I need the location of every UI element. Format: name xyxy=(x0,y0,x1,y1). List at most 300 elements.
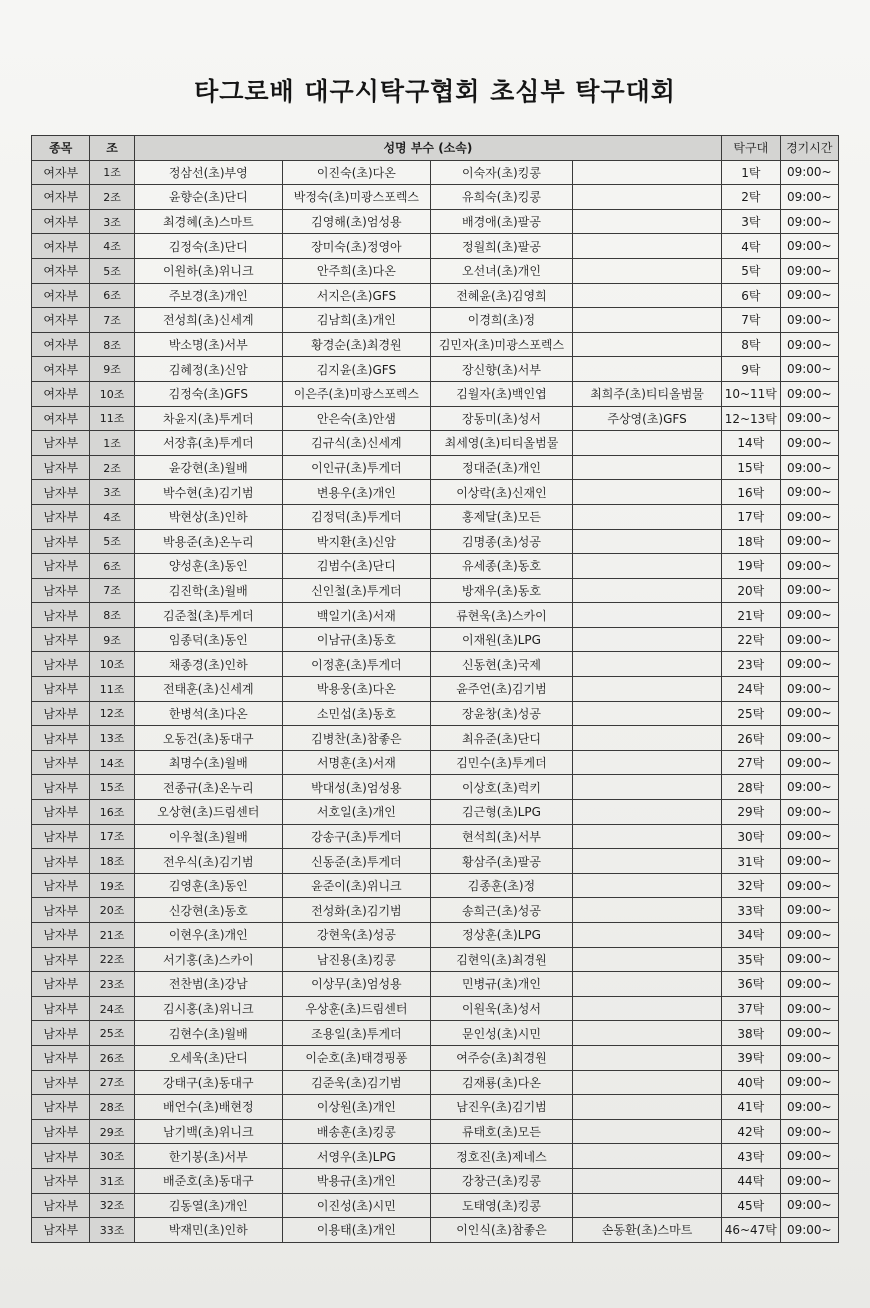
player-4-cell xyxy=(572,357,721,382)
group-cell: 4조 xyxy=(90,234,134,259)
table-row xyxy=(32,726,839,751)
header-table: 탁구대 xyxy=(722,136,780,161)
group-cell: 11조 xyxy=(90,677,134,702)
table-row xyxy=(32,529,839,554)
table-number-cell: 22탁 xyxy=(722,627,780,652)
group-cell: 19조 xyxy=(90,873,134,898)
player-3-cell: 이인식(초)참좋은 xyxy=(430,1218,572,1243)
player-1-cell: 박소명(초)서부 xyxy=(134,332,282,357)
player-3-cell: 류태호(초)모든 xyxy=(430,1119,572,1144)
player-2-cell: 신인철(초)투게더 xyxy=(282,578,430,603)
category-cell: 남자부 xyxy=(32,1218,90,1243)
player-1-cell: 이원하(초)위니크 xyxy=(134,258,282,283)
category-cell: 남자부 xyxy=(32,1095,90,1120)
table-number-cell: 10~11탁 xyxy=(722,381,780,406)
player-2-cell: 변용우(초)개인 xyxy=(282,480,430,505)
table-row xyxy=(32,406,839,431)
player-3-cell: 유세종(초)동호 xyxy=(430,554,572,579)
player-3-cell: 문인성(초)시민 xyxy=(430,1021,572,1046)
group-cell: 2조 xyxy=(90,455,134,480)
player-2-cell: 이상무(초)엄성용 xyxy=(282,972,430,997)
group-cell: 3조 xyxy=(90,209,134,234)
match-time-cell: 09:00~ xyxy=(780,455,838,480)
category-cell: 남자부 xyxy=(32,455,90,480)
table-number-cell: 9탁 xyxy=(722,357,780,382)
category-cell: 남자부 xyxy=(32,677,90,702)
table-number-cell: 19탁 xyxy=(722,554,780,579)
match-time-cell: 09:00~ xyxy=(780,849,838,874)
table-row xyxy=(32,603,839,628)
player-4-cell xyxy=(572,996,721,1021)
table-number-cell: 21탁 xyxy=(722,603,780,628)
player-2-cell: 박용웅(초)다온 xyxy=(282,677,430,702)
player-4-cell xyxy=(572,1045,721,1070)
table-number-cell: 29탁 xyxy=(722,800,780,825)
table-number-cell: 15탁 xyxy=(722,455,780,480)
player-4-cell xyxy=(572,972,721,997)
category-cell: 여자부 xyxy=(32,185,90,210)
player-3-cell: 강창근(초)킹콩 xyxy=(430,1168,572,1193)
player-4-cell xyxy=(572,923,721,948)
table-row xyxy=(32,996,839,1021)
category-cell: 남자부 xyxy=(32,898,90,923)
group-cell: 8조 xyxy=(90,332,134,357)
category-cell: 남자부 xyxy=(32,1168,90,1193)
match-time-cell: 09:00~ xyxy=(780,480,838,505)
player-4-cell xyxy=(572,1193,721,1218)
table-number-cell: 26탁 xyxy=(722,726,780,751)
table-row xyxy=(32,898,839,923)
player-3-cell: 이숙자(초)킹콩 xyxy=(430,160,572,185)
table-row xyxy=(32,750,839,775)
player-3-cell: 오선녀(초)개인 xyxy=(430,258,572,283)
category-cell: 남자부 xyxy=(32,529,90,554)
group-cell: 24조 xyxy=(90,996,134,1021)
player-2-cell: 우상훈(초)드림센터 xyxy=(282,996,430,1021)
match-time-cell: 09:00~ xyxy=(780,554,838,579)
player-4-cell xyxy=(572,1095,721,1120)
group-cell: 23조 xyxy=(90,972,134,997)
match-time-cell: 09:00~ xyxy=(780,308,838,333)
player-3-cell: 장동미(초)성서 xyxy=(430,406,572,431)
player-2-cell: 서명훈(초)서재 xyxy=(282,750,430,775)
player-4-cell xyxy=(572,332,721,357)
group-cell: 6조 xyxy=(90,554,134,579)
group-cell: 1조 xyxy=(90,431,134,456)
group-cell: 29조 xyxy=(90,1119,134,1144)
player-1-cell: 박현상(초)인하 xyxy=(134,504,282,529)
match-time-cell: 09:00~ xyxy=(780,824,838,849)
player-2-cell: 김범수(초)단디 xyxy=(282,554,430,579)
category-cell: 남자부 xyxy=(32,578,90,603)
group-cell: 12조 xyxy=(90,701,134,726)
player-3-cell: 정대준(초)개인 xyxy=(430,455,572,480)
player-3-cell: 홍제달(초)모든 xyxy=(430,504,572,529)
player-4-cell xyxy=(572,726,721,751)
player-2-cell: 박용규(초)개인 xyxy=(282,1168,430,1193)
player-4-cell xyxy=(572,504,721,529)
group-cell: 8조 xyxy=(90,603,134,628)
player-1-cell: 전찬범(초)강남 xyxy=(134,972,282,997)
player-3-cell: 장신향(초)서부 xyxy=(430,357,572,382)
player-2-cell: 이진숙(초)다온 xyxy=(282,160,430,185)
player-1-cell: 최경혜(초)스마트 xyxy=(134,209,282,234)
group-cell: 10조 xyxy=(90,381,134,406)
group-cell: 1조 xyxy=(90,160,134,185)
table-number-cell: 24탁 xyxy=(722,677,780,702)
player-1-cell: 전종규(초)온누리 xyxy=(134,775,282,800)
table-number-cell: 43탁 xyxy=(722,1144,780,1169)
match-time-cell: 09:00~ xyxy=(780,1218,838,1243)
player-4-cell xyxy=(572,1144,721,1169)
table-number-cell: 39탁 xyxy=(722,1045,780,1070)
category-cell: 여자부 xyxy=(32,406,90,431)
player-3-cell: 김민자(초)미광스포렉스 xyxy=(430,332,572,357)
player-4-cell xyxy=(572,1070,721,1095)
table-row xyxy=(32,185,839,210)
match-time-cell: 09:00~ xyxy=(780,431,838,456)
table-row xyxy=(32,258,839,283)
player-2-cell: 서영우(초)LPG xyxy=(282,1144,430,1169)
match-time-cell: 09:00~ xyxy=(780,996,838,1021)
player-2-cell: 김남희(초)개인 xyxy=(282,308,430,333)
table-row xyxy=(32,627,839,652)
category-cell: 남자부 xyxy=(32,1144,90,1169)
player-3-cell: 도태영(초)킹콩 xyxy=(430,1193,572,1218)
match-time-cell: 09:00~ xyxy=(780,185,838,210)
table-number-cell: 35탁 xyxy=(722,947,780,972)
player-3-cell: 전혜윤(초)김영희 xyxy=(430,283,572,308)
category-cell: 남자부 xyxy=(32,652,90,677)
category-cell: 남자부 xyxy=(32,1119,90,1144)
table-number-cell: 17탁 xyxy=(722,504,780,529)
player-1-cell: 오동건(초)동대구 xyxy=(134,726,282,751)
match-time-cell: 09:00~ xyxy=(780,1168,838,1193)
group-cell: 11조 xyxy=(90,406,134,431)
category-cell: 남자부 xyxy=(32,1193,90,1218)
player-2-cell: 김영해(초)엄성용 xyxy=(282,209,430,234)
player-1-cell: 배언수(초)배현정 xyxy=(134,1095,282,1120)
player-4-cell xyxy=(572,824,721,849)
player-1-cell: 주보경(초)개인 xyxy=(134,283,282,308)
category-cell: 여자부 xyxy=(32,357,90,382)
player-1-cell: 이현우(초)개인 xyxy=(134,923,282,948)
match-time-cell: 09:00~ xyxy=(780,1144,838,1169)
match-time-cell: 09:00~ xyxy=(780,603,838,628)
match-time-cell: 09:00~ xyxy=(780,578,838,603)
player-2-cell: 이용태(초)개인 xyxy=(282,1218,430,1243)
group-cell: 27조 xyxy=(90,1070,134,1095)
player-4-cell xyxy=(572,185,721,210)
category-cell: 여자부 xyxy=(32,209,90,234)
category-cell: 남자부 xyxy=(32,726,90,751)
table-number-cell: 23탁 xyxy=(722,652,780,677)
player-1-cell: 전우식(초)김기범 xyxy=(134,849,282,874)
group-cell: 21조 xyxy=(90,923,134,948)
player-3-cell: 신동현(초)국제 xyxy=(430,652,572,677)
table-row xyxy=(32,824,839,849)
table-row xyxy=(32,1070,839,1095)
match-time-cell: 09:00~ xyxy=(780,529,838,554)
player-1-cell: 김혜정(초)신암 xyxy=(134,357,282,382)
player-1-cell: 박재민(초)인하 xyxy=(134,1218,282,1243)
table-number-cell: 27탁 xyxy=(722,750,780,775)
player-2-cell: 전성화(초)김기범 xyxy=(282,898,430,923)
player-2-cell: 안은숙(초)안샘 xyxy=(282,406,430,431)
player-4-cell xyxy=(572,234,721,259)
player-4-cell xyxy=(572,603,721,628)
group-cell: 25조 xyxy=(90,1021,134,1046)
table-number-cell: 2탁 xyxy=(722,185,780,210)
category-cell: 남자부 xyxy=(32,800,90,825)
player-2-cell: 김준욱(초)김기범 xyxy=(282,1070,430,1095)
player-4-cell xyxy=(572,1119,721,1144)
category-cell: 남자부 xyxy=(32,1070,90,1095)
match-time-cell: 09:00~ xyxy=(780,1095,838,1120)
table-row xyxy=(32,947,839,972)
match-time-cell: 09:00~ xyxy=(780,258,838,283)
player-2-cell: 서지은(초)GFS xyxy=(282,283,430,308)
player-3-cell: 장윤창(초)성공 xyxy=(430,701,572,726)
player-4-cell xyxy=(572,701,721,726)
group-cell: 26조 xyxy=(90,1045,134,1070)
player-3-cell: 여주승(초)최경원 xyxy=(430,1045,572,1070)
category-cell: 남자부 xyxy=(32,603,90,628)
table-row xyxy=(32,578,839,603)
player-2-cell: 남진용(초)킹콩 xyxy=(282,947,430,972)
match-time-cell: 09:00~ xyxy=(780,972,838,997)
player-3-cell: 이상락(초)신재인 xyxy=(430,480,572,505)
player-2-cell: 배송훈(초)킹콩 xyxy=(282,1119,430,1144)
group-cell: 10조 xyxy=(90,652,134,677)
category-cell: 여자부 xyxy=(32,258,90,283)
table-row xyxy=(32,455,839,480)
category-cell: 남자부 xyxy=(32,627,90,652)
category-cell: 남자부 xyxy=(32,824,90,849)
player-4-cell xyxy=(572,677,721,702)
match-time-cell: 09:00~ xyxy=(780,1119,838,1144)
player-4-cell xyxy=(572,480,721,505)
group-cell: 31조 xyxy=(90,1168,134,1193)
player-2-cell: 윤준이(초)위니크 xyxy=(282,873,430,898)
group-cell: 20조 xyxy=(90,898,134,923)
table-row xyxy=(32,873,839,898)
player-3-cell: 송희근(초)성공 xyxy=(430,898,572,923)
player-4-cell xyxy=(572,209,721,234)
player-1-cell: 김현수(초)월배 xyxy=(134,1021,282,1046)
table-row xyxy=(32,554,839,579)
player-3-cell: 이재원(초)LPG xyxy=(430,627,572,652)
match-time-cell: 09:00~ xyxy=(780,160,838,185)
table-number-cell: 14탁 xyxy=(722,431,780,456)
player-2-cell: 강현욱(초)성공 xyxy=(282,923,430,948)
player-1-cell: 김준철(초)투게더 xyxy=(134,603,282,628)
category-cell: 남자부 xyxy=(32,1045,90,1070)
group-cell: 9조 xyxy=(90,627,134,652)
player-4-cell xyxy=(572,898,721,923)
table-row xyxy=(32,775,839,800)
group-cell: 7조 xyxy=(90,578,134,603)
table-number-cell: 12~13탁 xyxy=(722,406,780,431)
player-4-cell xyxy=(572,873,721,898)
player-1-cell: 전성희(초)신세계 xyxy=(134,308,282,333)
match-time-cell: 09:00~ xyxy=(780,898,838,923)
player-1-cell: 서장휴(초)투게더 xyxy=(134,431,282,456)
player-1-cell: 박용준(초)온누리 xyxy=(134,529,282,554)
category-cell: 남자부 xyxy=(32,947,90,972)
player-4-cell xyxy=(572,750,721,775)
match-time-cell: 09:00~ xyxy=(780,1045,838,1070)
bracket-table xyxy=(31,135,839,1243)
player-4-cell xyxy=(572,800,721,825)
player-2-cell: 백일기(초)서재 xyxy=(282,603,430,628)
group-cell: 15조 xyxy=(90,775,134,800)
match-time-cell: 09:00~ xyxy=(780,627,838,652)
table-row xyxy=(32,701,839,726)
match-time-cell: 09:00~ xyxy=(780,652,838,677)
category-cell: 여자부 xyxy=(32,283,90,308)
player-3-cell: 배경애(초)팔공 xyxy=(430,209,572,234)
table-number-cell: 31탁 xyxy=(722,849,780,874)
match-time-cell: 09:00~ xyxy=(780,1021,838,1046)
player-4-cell xyxy=(572,529,721,554)
player-1-cell: 윤강현(초)월배 xyxy=(134,455,282,480)
table-row xyxy=(32,234,839,259)
player-3-cell: 현석희(초)서부 xyxy=(430,824,572,849)
player-2-cell: 김규식(초)신세계 xyxy=(282,431,430,456)
category-cell: 여자부 xyxy=(32,308,90,333)
group-cell: 14조 xyxy=(90,750,134,775)
player-3-cell: 민병규(초)개인 xyxy=(430,972,572,997)
table-number-cell: 38탁 xyxy=(722,1021,780,1046)
player-1-cell: 김정숙(초)단디 xyxy=(134,234,282,259)
match-time-cell: 09:00~ xyxy=(780,677,838,702)
player-1-cell: 양성훈(초)동인 xyxy=(134,554,282,579)
player-3-cell: 류현욱(초)스카이 xyxy=(430,603,572,628)
group-cell: 22조 xyxy=(90,947,134,972)
group-cell: 13조 xyxy=(90,726,134,751)
table-number-cell: 46~47탁 xyxy=(722,1218,780,1243)
match-time-cell: 09:00~ xyxy=(780,504,838,529)
player-3-cell: 김민수(초)투게더 xyxy=(430,750,572,775)
table-row xyxy=(32,1218,839,1243)
player-2-cell: 박정숙(초)미광스포렉스 xyxy=(282,185,430,210)
match-time-cell: 09:00~ xyxy=(780,283,838,308)
match-time-cell: 09:00~ xyxy=(780,775,838,800)
table-number-cell: 28탁 xyxy=(722,775,780,800)
player-4-cell xyxy=(572,455,721,480)
match-time-cell: 09:00~ xyxy=(780,209,838,234)
player-1-cell: 채종경(초)인하 xyxy=(134,652,282,677)
player-4-cell xyxy=(572,308,721,333)
header-players: 성명 부수 (소속) xyxy=(134,136,721,161)
table-row xyxy=(32,209,839,234)
player-1-cell: 김시홍(초)위니크 xyxy=(134,996,282,1021)
match-time-cell: 09:00~ xyxy=(780,873,838,898)
match-time-cell: 09:00~ xyxy=(780,381,838,406)
match-time-cell: 09:00~ xyxy=(780,701,838,726)
table-row xyxy=(32,1168,839,1193)
table-row xyxy=(32,308,839,333)
player-3-cell: 정상훈(초)LPG xyxy=(430,923,572,948)
player-4-cell: 손동환(초)스마트 xyxy=(572,1218,721,1243)
match-time-cell: 09:00~ xyxy=(780,234,838,259)
player-4-cell xyxy=(572,627,721,652)
match-time-cell: 09:00~ xyxy=(780,357,838,382)
table-row xyxy=(32,677,839,702)
match-time-cell: 09:00~ xyxy=(780,947,838,972)
table-row xyxy=(32,332,839,357)
player-2-cell: 장미숙(초)정영아 xyxy=(282,234,430,259)
player-1-cell: 임종덕(초)동인 xyxy=(134,627,282,652)
player-3-cell: 황삼주(초)팔공 xyxy=(430,849,572,874)
category-cell: 여자부 xyxy=(32,332,90,357)
table-number-cell: 41탁 xyxy=(722,1095,780,1120)
table-number-cell: 32탁 xyxy=(722,873,780,898)
player-3-cell: 이상호(초)럭키 xyxy=(430,775,572,800)
player-1-cell: 정삼선(초)부영 xyxy=(134,160,282,185)
table-row xyxy=(32,923,839,948)
table-row xyxy=(32,1045,839,1070)
table-number-cell: 7탁 xyxy=(722,308,780,333)
group-cell: 7조 xyxy=(90,308,134,333)
player-3-cell: 방재우(초)동호 xyxy=(430,578,572,603)
player-2-cell: 소민섭(초)동호 xyxy=(282,701,430,726)
player-3-cell: 이원욱(초)성서 xyxy=(430,996,572,1021)
player-1-cell: 김영훈(초)동인 xyxy=(134,873,282,898)
player-4-cell xyxy=(572,554,721,579)
table-row xyxy=(32,652,839,677)
player-1-cell: 강태구(초)동대구 xyxy=(134,1070,282,1095)
table-row xyxy=(32,972,839,997)
table-number-cell: 30탁 xyxy=(722,824,780,849)
table-row xyxy=(32,480,839,505)
player-3-cell: 최유준(초)단디 xyxy=(430,726,572,751)
category-cell: 여자부 xyxy=(32,381,90,406)
player-2-cell: 이상원(초)개인 xyxy=(282,1095,430,1120)
table-number-cell: 36탁 xyxy=(722,972,780,997)
player-2-cell: 신동준(초)투게더 xyxy=(282,849,430,874)
player-1-cell: 차윤지(초)투게더 xyxy=(134,406,282,431)
player-4-cell xyxy=(572,775,721,800)
table-number-cell: 37탁 xyxy=(722,996,780,1021)
table-number-cell: 8탁 xyxy=(722,332,780,357)
player-2-cell: 이남규(초)동호 xyxy=(282,627,430,652)
table-number-cell: 34탁 xyxy=(722,923,780,948)
category-cell: 남자부 xyxy=(32,554,90,579)
table-row xyxy=(32,800,839,825)
category-cell: 남자부 xyxy=(32,923,90,948)
player-1-cell: 박수현(초)김기범 xyxy=(134,480,282,505)
group-cell: 28조 xyxy=(90,1095,134,1120)
group-cell: 30조 xyxy=(90,1144,134,1169)
group-cell: 17조 xyxy=(90,824,134,849)
player-1-cell: 신강현(초)동호 xyxy=(134,898,282,923)
player-1-cell: 한기봉(초)서부 xyxy=(134,1144,282,1169)
match-time-cell: 09:00~ xyxy=(780,923,838,948)
table-body xyxy=(32,160,839,1242)
group-cell: 5조 xyxy=(90,529,134,554)
match-time-cell: 09:00~ xyxy=(780,1070,838,1095)
player-4-cell: 최희주(초)티티올범물 xyxy=(572,381,721,406)
player-4-cell xyxy=(572,652,721,677)
player-2-cell: 박대성(초)엄성용 xyxy=(282,775,430,800)
player-3-cell: 김현익(초)최경원 xyxy=(430,947,572,972)
table-row xyxy=(32,283,839,308)
table-number-cell: 1탁 xyxy=(722,160,780,185)
player-3-cell: 김명종(초)성공 xyxy=(430,529,572,554)
player-2-cell: 조용일(초)투게더 xyxy=(282,1021,430,1046)
